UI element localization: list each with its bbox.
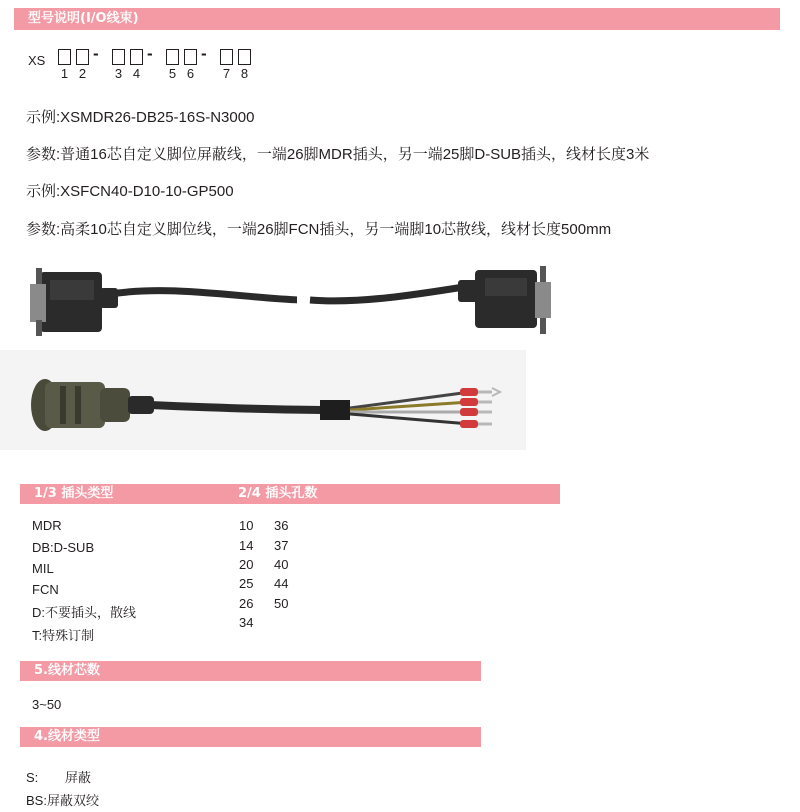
example-line-2 bbox=[26, 180, 234, 201]
plug-type-item: FCN bbox=[32, 582, 59, 597]
core-count-value: 3~50 bbox=[32, 697, 62, 712]
cable-type-title: 4.线材类型 bbox=[34, 729, 100, 744]
code-dash: - bbox=[147, 44, 153, 63]
pin-count-item: 44 bbox=[274, 576, 289, 591]
param-line-2 bbox=[26, 218, 611, 239]
code-box-6 bbox=[184, 49, 197, 65]
code-position-number: 5 bbox=[168, 66, 177, 81]
plug-type-section-bar bbox=[20, 484, 560, 504]
plug-type-item: D:不要插头，散线 bbox=[32, 605, 137, 620]
cable-type-desc: 屏蔽 bbox=[65, 770, 92, 785]
code-box-2 bbox=[76, 49, 89, 65]
example-code: XSFCN40-D10-10-GP500 bbox=[60, 183, 234, 200]
core-count-title: 5.线材芯数 bbox=[34, 663, 100, 678]
code-box-1 bbox=[58, 49, 71, 65]
param-text: 高柔10芯自定义脚位线，一端26脚FCN插头，另一端脚10芯散线，线材长度500mm bbox=[60, 221, 612, 238]
cable-type-item bbox=[26, 767, 91, 786]
cable-type-item bbox=[26, 790, 99, 809]
code-position-number: 6 bbox=[186, 66, 195, 81]
pin-count-item: 26 bbox=[239, 596, 254, 611]
mdr-connector-icon bbox=[30, 268, 118, 336]
param-line-1 bbox=[26, 143, 649, 164]
code-dash: - bbox=[201, 44, 207, 63]
pin-count-item: 10 bbox=[239, 518, 254, 533]
code-box-4 bbox=[130, 49, 143, 65]
code-box-3 bbox=[112, 49, 125, 65]
pin-count-item: 14 bbox=[239, 538, 254, 553]
code-box-8 bbox=[238, 49, 251, 65]
page-title: 型号说明(I/O线束) bbox=[28, 11, 139, 26]
code-position-number: 2 bbox=[78, 66, 87, 81]
param-label: 参数: bbox=[26, 146, 61, 163]
plug-type-item: MIL bbox=[32, 561, 54, 576]
circular-to-flying-leads-cable-photo bbox=[0, 350, 560, 450]
cable-type-desc: 屏蔽双绞 bbox=[46, 793, 99, 808]
code-position-number: 8 bbox=[240, 66, 249, 81]
plug-type-item: MDR bbox=[32, 518, 62, 533]
mdr-to-dsub-cable-photo bbox=[0, 262, 580, 342]
code-prefix: XS bbox=[28, 53, 46, 68]
example-line-1 bbox=[26, 106, 254, 127]
pin-count-item: 50 bbox=[274, 596, 289, 611]
pin-count-item: 36 bbox=[274, 518, 289, 533]
code-position-number: 3 bbox=[114, 66, 123, 81]
pin-count-item: 34 bbox=[239, 615, 254, 630]
code-dash: - bbox=[93, 44, 99, 63]
pin-count-item: 20 bbox=[239, 557, 254, 572]
plug-type-item: DB:D-SUB bbox=[32, 540, 95, 555]
code-position-number: 1 bbox=[60, 66, 69, 81]
pin-count-item: 40 bbox=[274, 557, 289, 572]
param-text: 普通16芯自定义脚位屏蔽线，一端26脚MDR插头，另一端25脚D-SUB插头，线材长度3米 bbox=[60, 146, 650, 163]
code-box-7 bbox=[220, 49, 233, 65]
example-label: 示例: bbox=[26, 109, 61, 126]
code-box-5 bbox=[166, 49, 179, 65]
pin-count-item: 37 bbox=[274, 538, 289, 553]
cable-type-section-bar bbox=[20, 727, 481, 747]
header-bar bbox=[14, 8, 780, 30]
example-code: XSMDR26-DB25-16S-N3000 bbox=[60, 109, 255, 126]
cable-type-code: BS: bbox=[26, 793, 47, 808]
param-label: 参数: bbox=[26, 221, 61, 238]
plug-type-title: 1/3 插头类型 bbox=[34, 486, 114, 501]
example-label: 示例: bbox=[26, 183, 61, 200]
pin-count-title: 2/4 插头孔数 bbox=[238, 486, 318, 501]
code-position-number: 7 bbox=[222, 66, 231, 81]
pin-count-item: 25 bbox=[239, 576, 254, 591]
dsub-connector-icon bbox=[458, 266, 551, 334]
cable-type-code: S: bbox=[26, 770, 39, 785]
code-position-number: 4 bbox=[132, 66, 141, 81]
core-count-section-bar bbox=[20, 661, 481, 681]
plug-type-item: T:特殊订制 bbox=[32, 628, 95, 643]
